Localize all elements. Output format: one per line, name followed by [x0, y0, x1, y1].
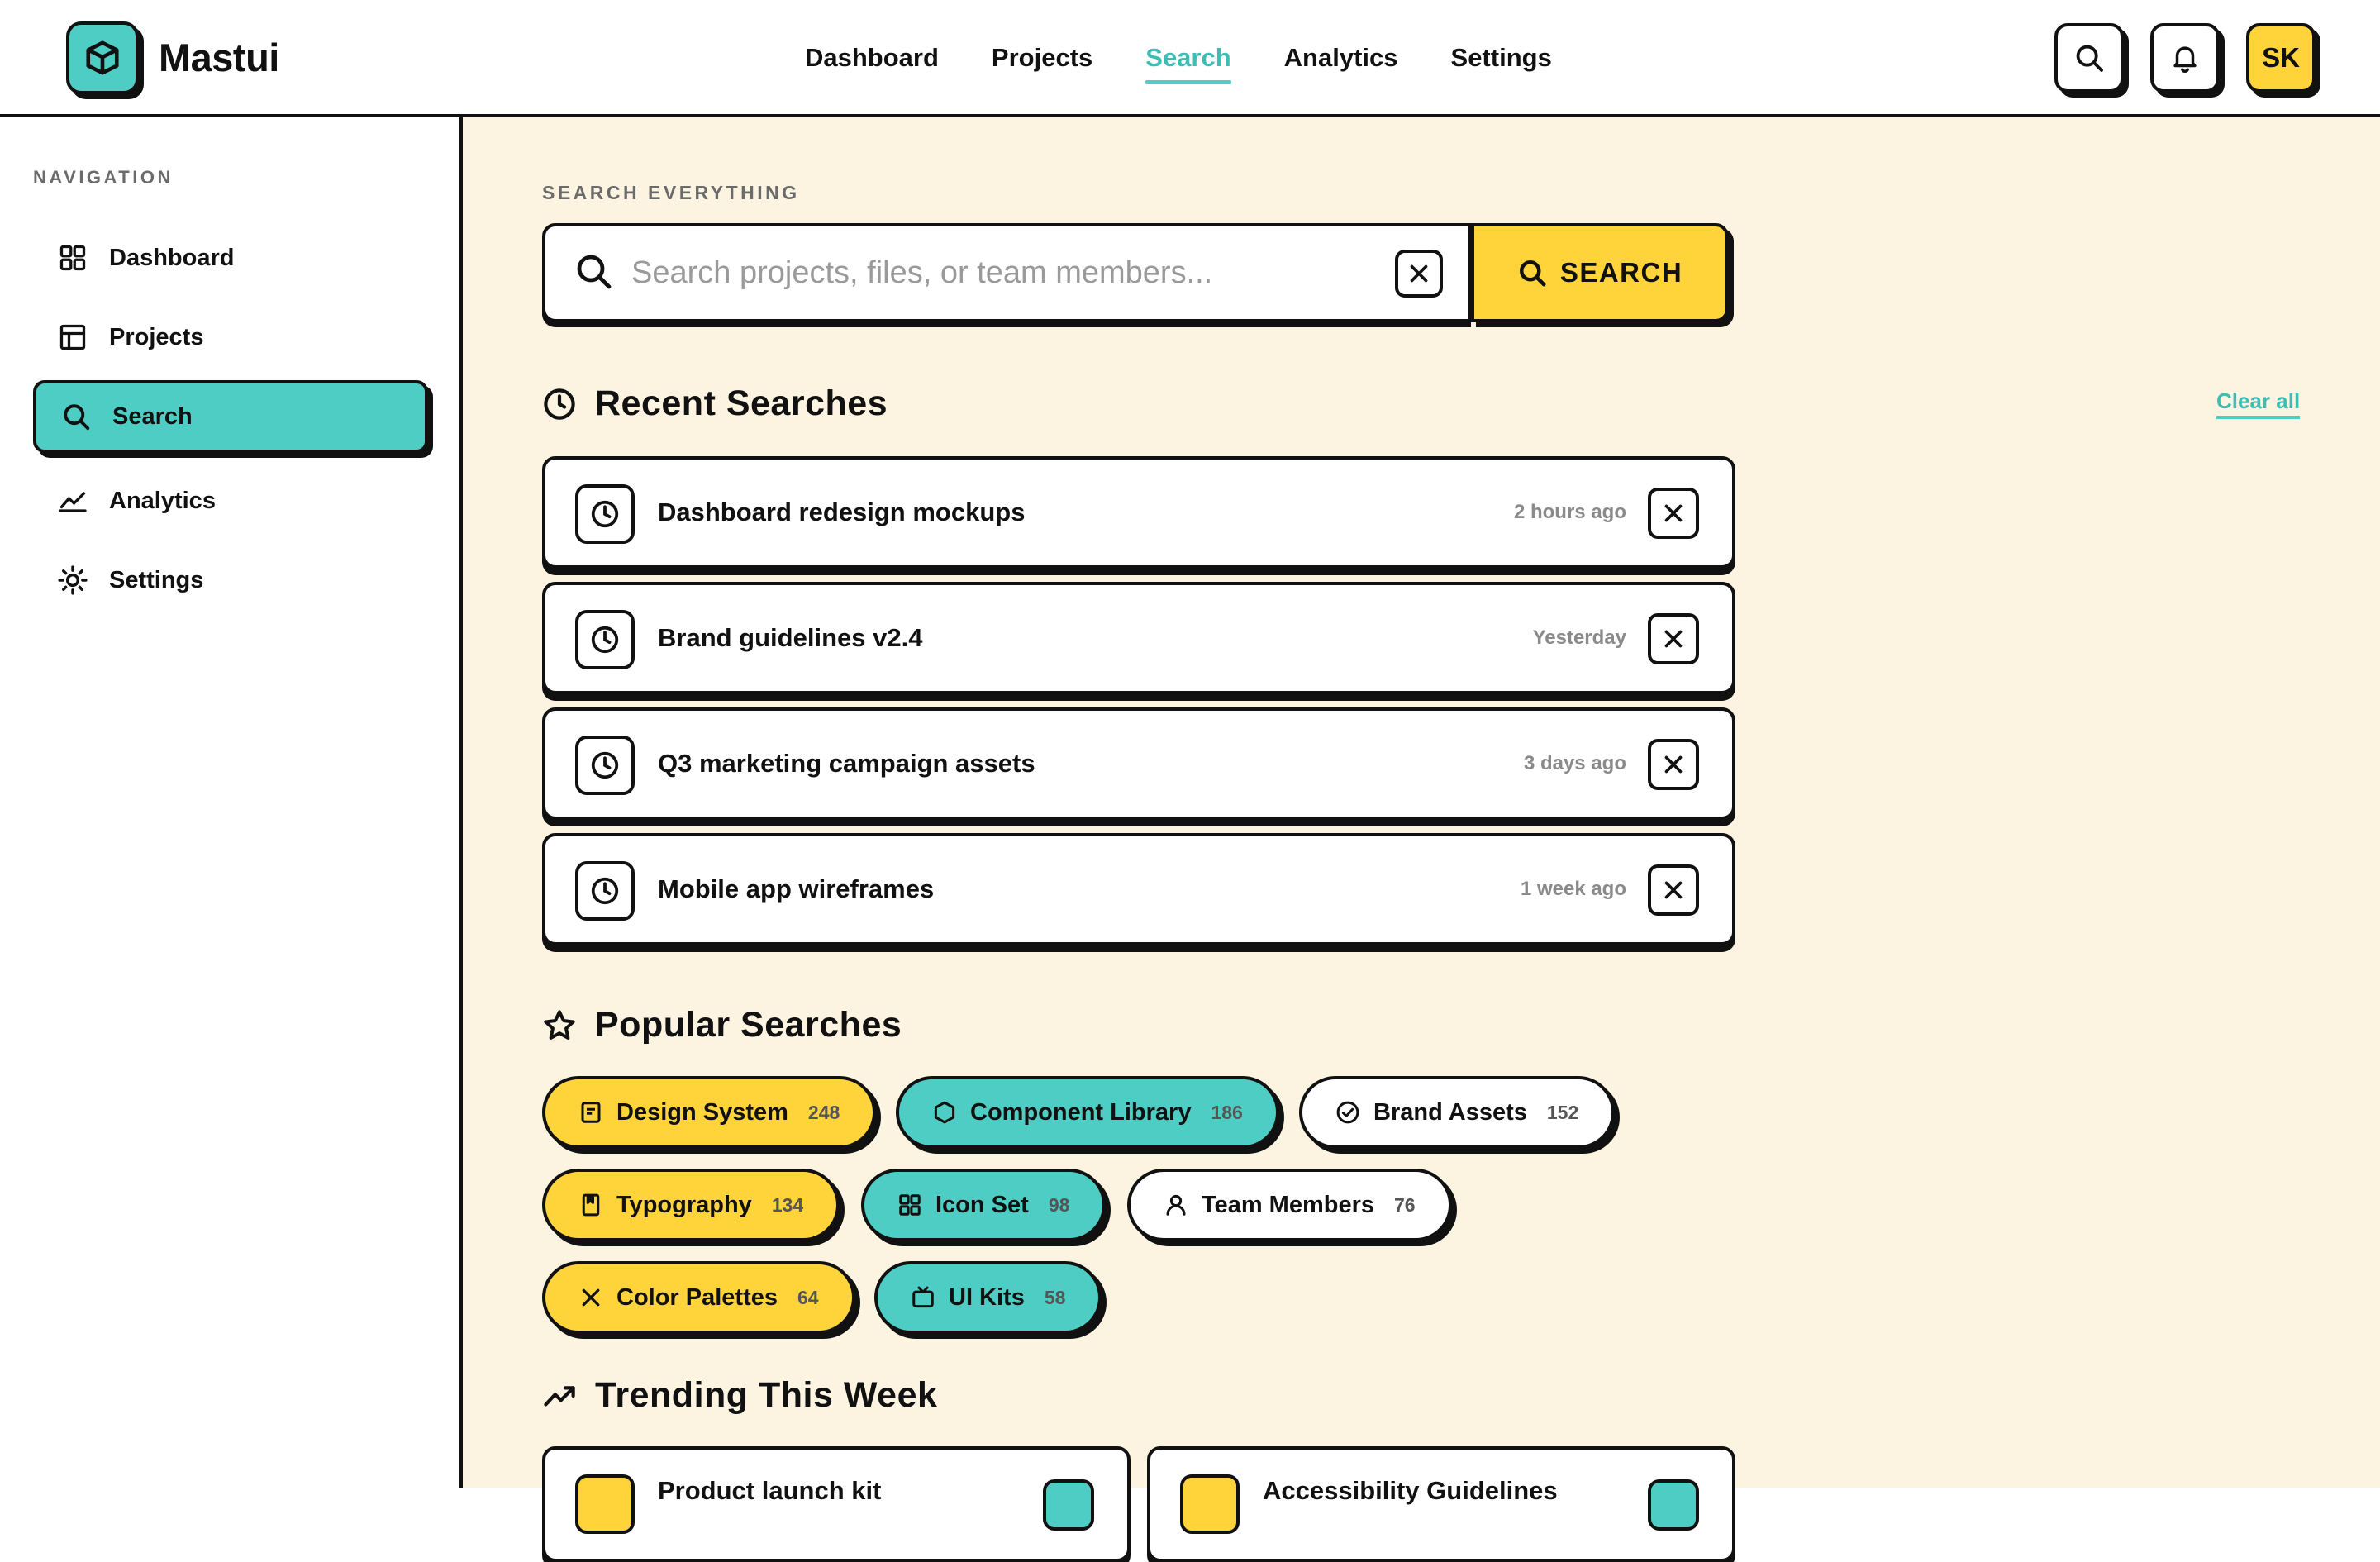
top-nav [805, 41, 1605, 78]
sidebar-item-dashboard[interactable] [33, 221, 428, 294]
recent-search-item[interactable] [542, 582, 1735, 694]
search-box[interactable] [542, 223, 1471, 322]
chip-label: Brand Assets [1373, 1098, 1527, 1126]
popular-chip-ui-kits[interactable] [874, 1261, 1102, 1334]
clear-all-link[interactable]: Clear all [2216, 388, 2300, 419]
layout-icon [56, 321, 89, 354]
recent-search-time: 2 hours ago [1513, 501, 1626, 523]
recent-search-text: Q3 marketing campaign assets [658, 749, 1035, 778]
search-section-label: SEARCH EVERYTHING [542, 182, 800, 203]
grid-icon [897, 1193, 922, 1217]
chip-count: 248 [807, 1101, 840, 1123]
recent-search-text: Dashboard redesign mockups [658, 498, 1026, 526]
search-icon [574, 251, 613, 291]
user-avatar[interactable]: SK [2246, 23, 2316, 93]
notifications-button[interactable] [2150, 23, 2220, 93]
remove-recent-button[interactable] [1648, 488, 1699, 539]
trending-title: Trending This Week [595, 1375, 938, 1415]
popular-chip-typography[interactable] [542, 1169, 840, 1241]
recent-search-text: Mobile app wireframes [658, 874, 935, 903]
remove-recent-button[interactable] [1648, 864, 1699, 916]
recent-search-time: 3 days ago [1523, 752, 1626, 774]
logo-cube-icon[interactable] [66, 21, 139, 94]
trending-item-text: Accessibility Guidelines [1263, 1476, 1558, 1505]
remove-recent-button[interactable] [1648, 739, 1699, 790]
remove-recent-button[interactable] [1648, 613, 1699, 664]
trending-up-icon [542, 1379, 577, 1413]
clock-icon [542, 387, 577, 421]
sidebar-item-search[interactable] [33, 380, 428, 453]
tv-icon [911, 1285, 935, 1310]
sidebar-item-projects[interactable] [33, 301, 428, 374]
nav-analytics[interactable]: Analytics [1283, 43, 1398, 72]
popular-chip-design-system[interactable] [542, 1076, 876, 1149]
chip-count: 134 [771, 1193, 804, 1216]
trending-item-badge [1648, 1479, 1699, 1531]
chip-label: Component Library [970, 1098, 1192, 1126]
chip-count: 152 [1546, 1101, 1579, 1123]
sidebar-item-label: Search [112, 402, 193, 430]
search-input[interactable] [631, 250, 1342, 296]
nav-projects[interactable]: Projects [991, 43, 1093, 72]
hexagon-icon [932, 1100, 957, 1125]
chip-label: UI Kits [949, 1283, 1025, 1311]
close-icon [1659, 625, 1687, 653]
sidebar-item-analytics[interactable] [33, 464, 428, 537]
clear-search-button[interactable] [1395, 250, 1443, 298]
close-icon [1659, 750, 1687, 779]
chip-count: 98 [1048, 1193, 1070, 1216]
recent-search-item[interactable] [542, 456, 1735, 569]
clock-icon [575, 484, 635, 544]
popular-chip-color-palettes[interactable] [542, 1261, 855, 1334]
recent-searches-heading [542, 383, 888, 424]
close-icon [1659, 499, 1687, 527]
trending-item-text: Product launch kit [658, 1476, 882, 1505]
gear-icon [56, 564, 89, 597]
sidebar-item-label: Analytics [109, 487, 216, 514]
search-icon [60, 400, 93, 433]
popular-searches-title: Popular Searches [595, 1005, 902, 1045]
popular-chip-icon-set[interactable] [861, 1169, 1106, 1241]
app-name[interactable]: Mastui [159, 36, 279, 79]
document-icon [578, 1100, 603, 1125]
sidebar-item-label: Projects [109, 323, 204, 350]
search-button-label: SEARCH [1559, 257, 1683, 288]
popular-chip-team-members[interactable] [1127, 1169, 1452, 1241]
chip-count: 76 [1394, 1193, 1416, 1216]
recent-searches-title: Recent Searches [595, 383, 888, 423]
trending-item-badge [1043, 1479, 1094, 1531]
popular-chip-brand-assets[interactable] [1299, 1076, 1615, 1149]
trending-card[interactable] [1147, 1446, 1735, 1562]
chip-label: Typography [616, 1191, 752, 1218]
close-icon [1405, 260, 1433, 288]
recent-search-text: Brand guidelines v2.4 [658, 623, 923, 652]
chart-line-icon [56, 484, 89, 517]
search-icon [1517, 258, 1547, 288]
sidebar-item-label: Settings [109, 566, 204, 593]
chip-count: 64 [797, 1286, 819, 1308]
clock-icon [575, 736, 635, 795]
recent-search-time: Yesterday [1532, 626, 1626, 649]
top-header [0, 0, 2380, 117]
sidebar-heading: NAVIGATION [33, 167, 174, 188]
nav-settings[interactable]: Settings [1450, 43, 1552, 72]
search-submit-button[interactable] [1471, 223, 1729, 322]
grid-icon [56, 241, 89, 274]
clock-icon [575, 610, 635, 669]
chip-count: 186 [1211, 1101, 1243, 1123]
popular-chip-component-library[interactable] [896, 1076, 1279, 1149]
nav-dashboard[interactable]: Dashboard [805, 43, 939, 72]
trending-item-icon [1180, 1474, 1240, 1534]
chip-label: Icon Set [935, 1191, 1029, 1218]
trending-item-icon [575, 1474, 635, 1534]
chip-label: Team Members [1202, 1191, 1374, 1218]
user-icon [1164, 1193, 1188, 1217]
recent-search-time: 1 week ago [1520, 878, 1626, 900]
main-content [463, 117, 2380, 1505]
bookmark-icon [578, 1193, 603, 1217]
close-icon [578, 1285, 603, 1310]
chip-label: Design System [616, 1098, 788, 1126]
search-icon [2073, 42, 2105, 74]
bell-icon [2169, 42, 2201, 74]
popular-searches-heading [542, 1005, 902, 1045]
recent-search-item[interactable] [542, 833, 1735, 945]
recent-search-item[interactable] [542, 707, 1735, 820]
close-icon [1659, 876, 1687, 904]
star-icon [542, 1008, 577, 1043]
trending-card[interactable] [542, 1446, 1130, 1562]
chip-count: 58 [1044, 1286, 1066, 1308]
check-circle-icon [1335, 1100, 1360, 1125]
trending-heading [542, 1375, 937, 1416]
sidebar [0, 117, 463, 1488]
sidebar-item-label: Dashboard [109, 244, 235, 271]
clock-icon [575, 861, 635, 921]
header-search-button[interactable] [2054, 23, 2124, 93]
nav-search[interactable]: Search [1145, 41, 1230, 78]
chip-label: Color Palettes [616, 1283, 778, 1311]
sidebar-item-settings[interactable] [33, 544, 428, 617]
